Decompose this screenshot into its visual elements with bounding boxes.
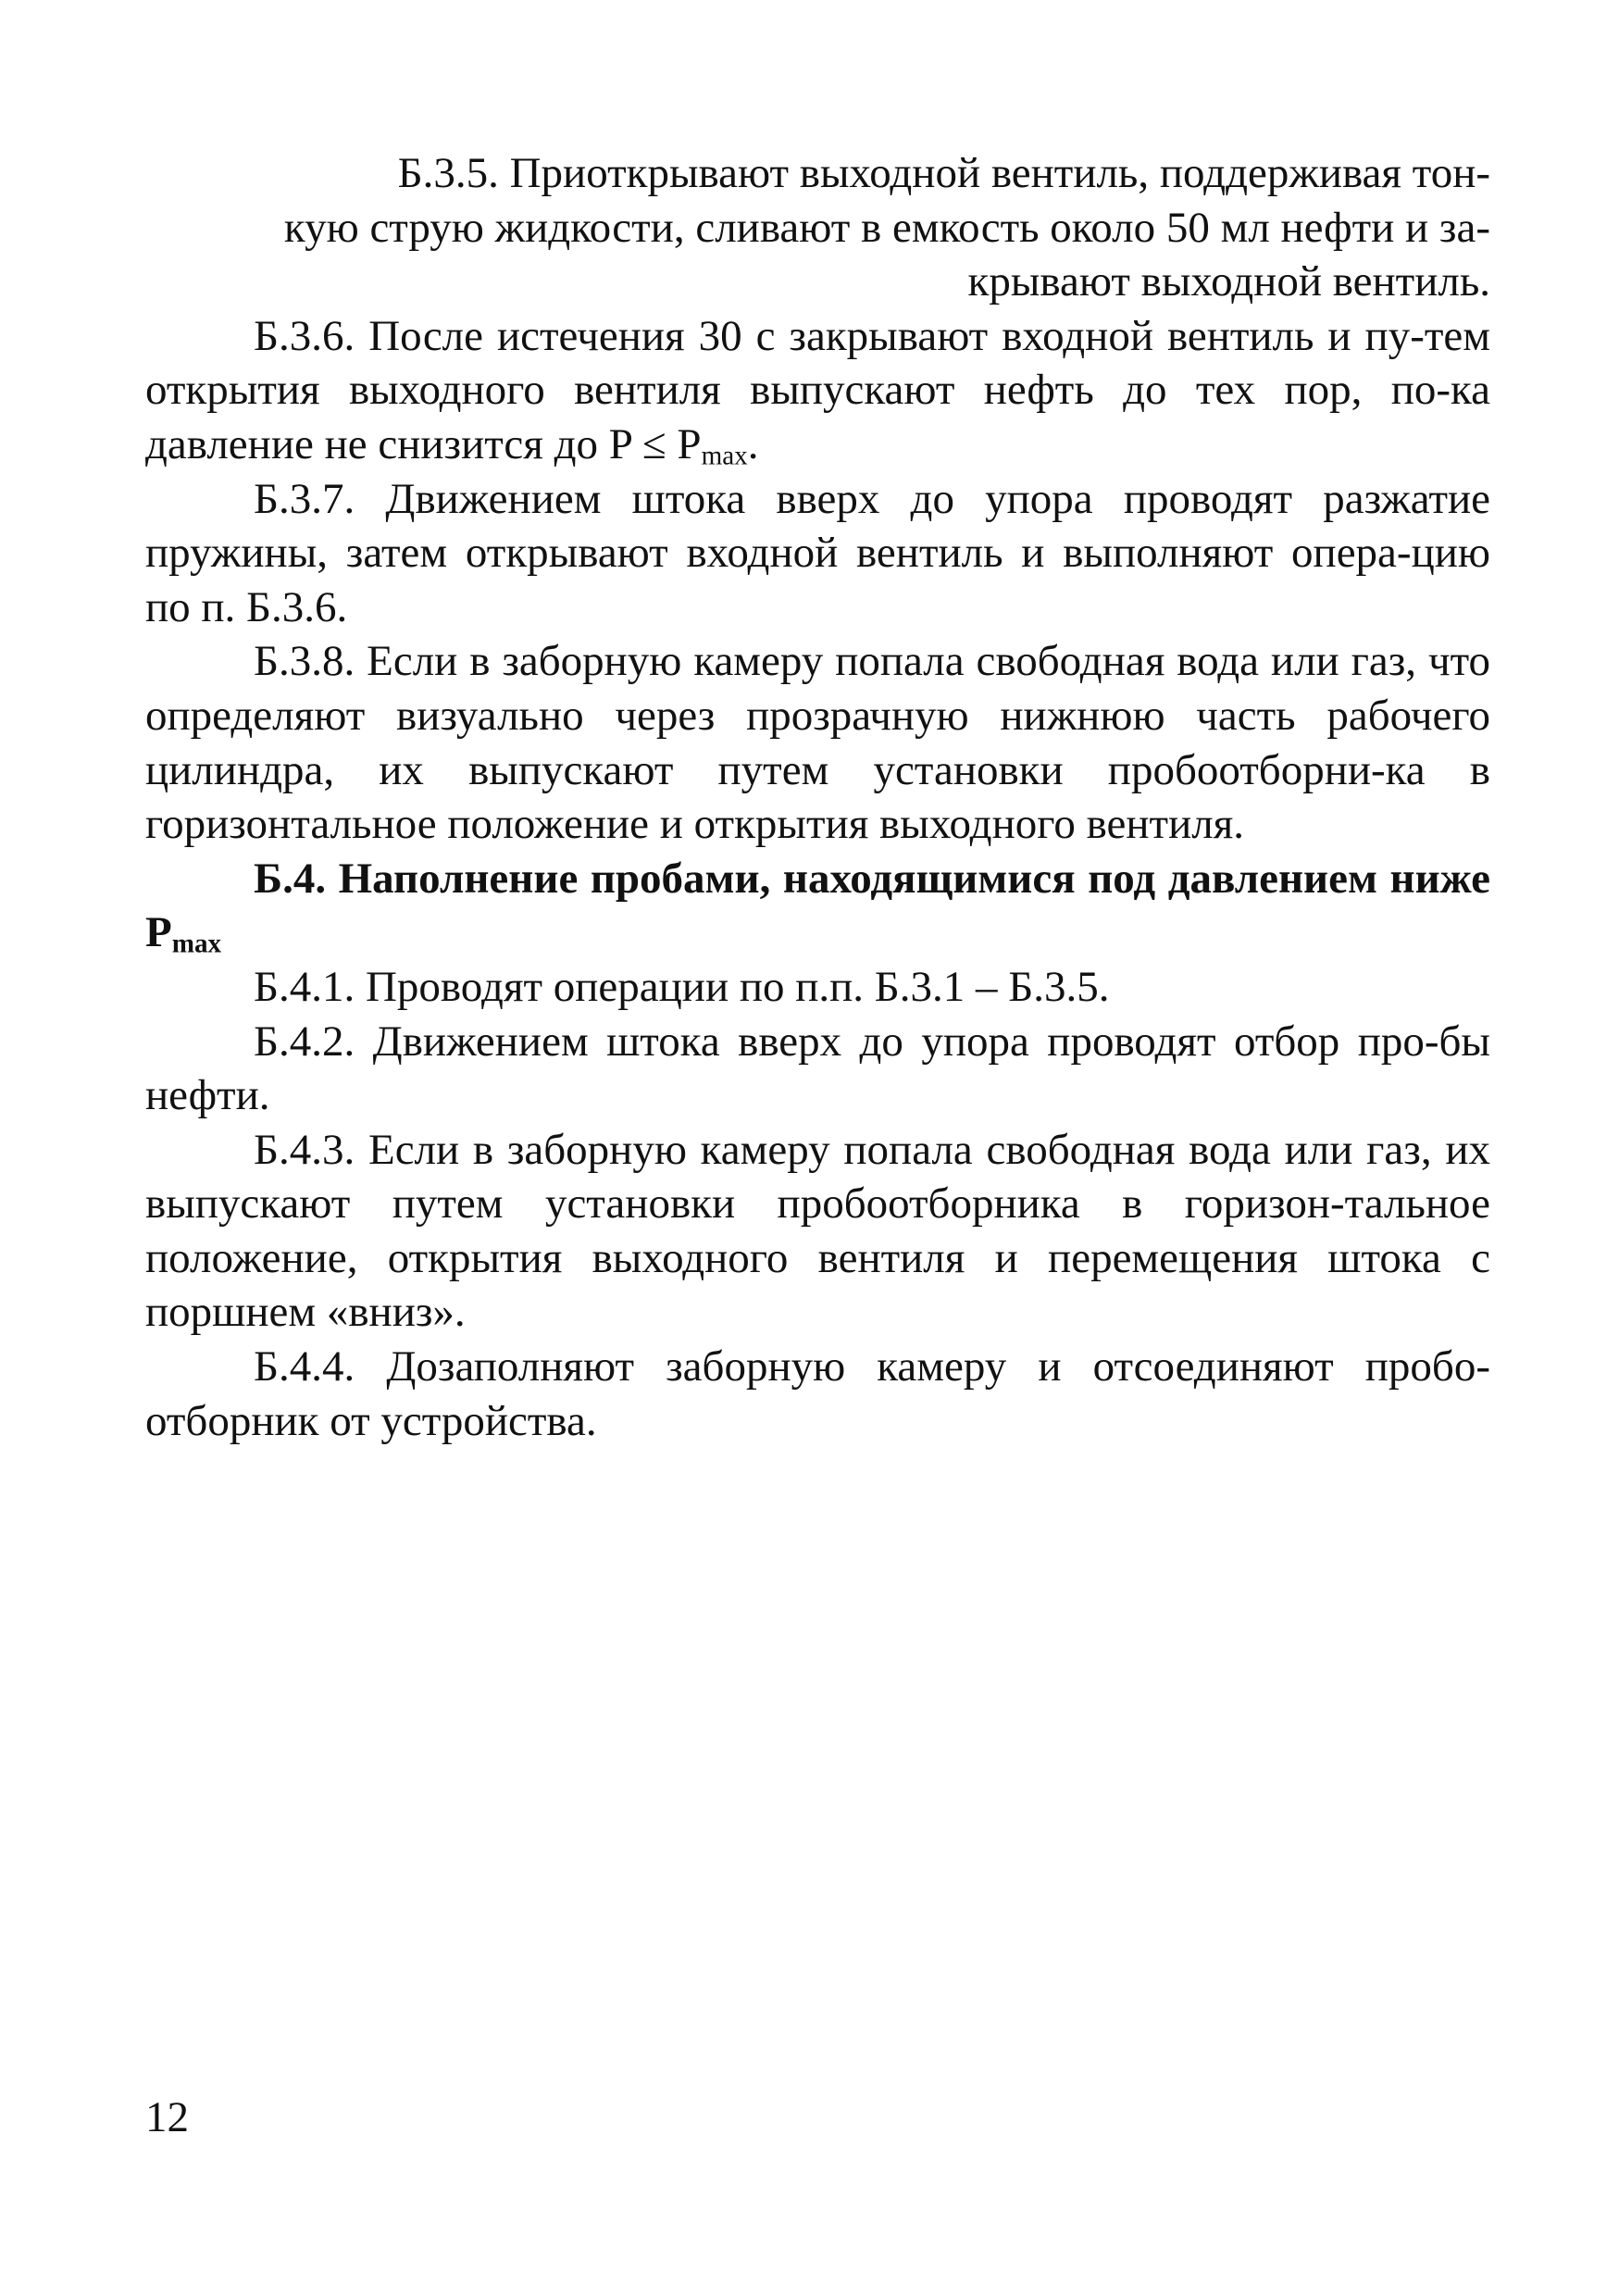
heading-pmax-subscript: max (171, 929, 222, 959)
page-number: 12 (145, 2093, 189, 2141)
paragraph-b3-5 (145, 146, 1490, 309)
paragraph-b4-2: Б.4.2. Движением штока вверх до упора проводят отбор про-бы нефти. (145, 1017, 1490, 1120)
pmax-subscript: max (701, 441, 748, 471)
paragraph-b3-5-line-3: крывают выходной вентиль. (967, 257, 1490, 306)
paragraph-b3-5-line-2: кую струю жидкости, сливают в емкость около 50 мл нефти и за- (283, 203, 1490, 252)
section-heading-b4 (145, 852, 1490, 960)
section-heading-b4-text: Б.4. Наполнение пробами, находящимися под давлением ниже P (145, 854, 1490, 957)
paragraph-b3-7: Б.3.7. Движением штока вверх до упора проводят разжатие пружины, затем открывают входной вентиль и выполняют опера-цию по п. Б.3.6. (145, 474, 1490, 631)
paragraph-b3-6-tail: . (747, 419, 759, 468)
paragraph-b4-3: Б.4.3. Если в заборную камеру попала свободная вода или газ, их выпускают путем установки пробоотборника в горизон-тальное положение, открытия выходного вентиля и перемещения штока с поршнем «вниз». (145, 1125, 1490, 1337)
document-body (145, 146, 1490, 1448)
paragraph-b3-6 (145, 309, 1490, 472)
paragraph-b3-6-text: Б.3.6. После истечения 30 с закрывают входной вентиль и пу-тем открытия выходного вентиля выпускают нефть до тех пор, по-ка давление не снизится до P ≤ P (145, 311, 1490, 468)
paragraph-b3-5-line-1: Б.3.5. Приоткрывают выходной вентиль, поддерживая тон- (397, 149, 1490, 197)
paragraph-b4-1: Б.4.1. Проводят операции по п.п. Б.3.1 – Б.3.5. (254, 962, 1110, 1011)
paragraph-b3-8: Б.3.8. Если в заборную камеру попала свободная вода или газ, что определяют визуально через прозрачную нижнюю часть рабочего цилиндра, их выпускают путем установки пробоотборни-ка в горизонтальное положение и открытия выходного вентиля. (145, 637, 1490, 849)
paragraph-b4-4: Б.4.4. Дозаполняют заборную камеру и отсоединяют пробо-отборник от устройства. (145, 1342, 1490, 1445)
